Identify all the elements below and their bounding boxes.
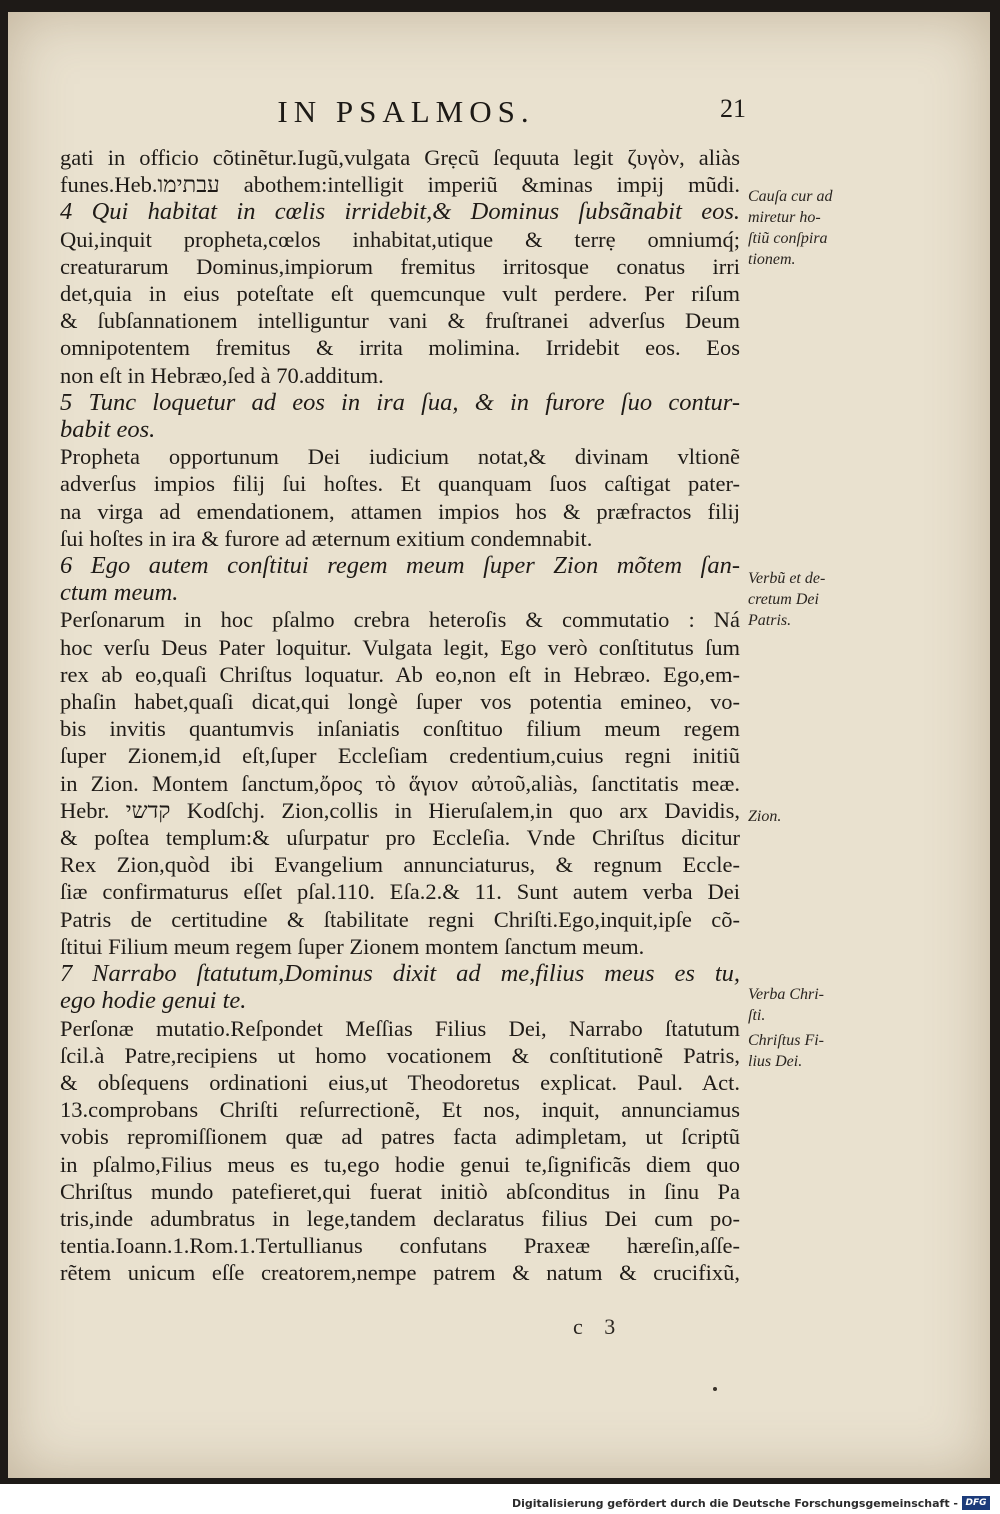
- margin-note-line: ſtiũ conſpira: [748, 230, 828, 247]
- margin-note-line: lius Dei.: [748, 1053, 803, 1070]
- margin-note-line: Verba Chri-: [748, 986, 824, 1003]
- text-line: rex ab eo,quaſi Chriſtus loquatur. Ab eo,non eſt in Hebræo. Ego,em-: [60, 661, 740, 687]
- text-line: 13.comprobans Chriſti reſurrectionẽ, Et nos, inquit, annunciamus: [60, 1097, 740, 1123]
- page-number: 21: [720, 94, 746, 123]
- margin-note-line: Patris.: [748, 612, 792, 629]
- verse-line: 4 Qui habitat in cœlis irridebit,& Dominus ſubsãnabit eos.: [60, 198, 740, 226]
- verse-line: ctum meum.: [60, 579, 179, 607]
- text-line: non eſt in Hebræo,ſed à 70.additum.: [60, 362, 384, 388]
- verse-line: 7 Narrabo ſtatutum,Dominus dixit ad me,filius meus es tu,: [60, 960, 740, 988]
- text-line: bis invitis quantumvis inſaniatis conſtituo filium meum regem: [60, 716, 740, 742]
- main-text: [60, 144, 740, 1287]
- text-line: gati in officio cõtinẽtur.Iugũ,vulgata Grẹcũ ſequuta legit ζυγὸν, aliàs: [60, 145, 740, 170]
- text-line: Propheta opportunum Dei iudicium notat,& divinam vltionẽ: [60, 444, 740, 470]
- margin-note-line: Zion.: [748, 808, 782, 825]
- verse-line: babit eos.: [60, 416, 156, 444]
- margin-note-line: Chriſtus Fi-: [748, 1032, 825, 1049]
- dfg-logo-icon: DFG: [962, 1496, 990, 1510]
- text-line: Patris de certitudine & ſtabilitate regni Chriſti.Ego,inquit,ipſe cõ-: [60, 906, 740, 932]
- text-line: Perſonæ mutatio.Reſpondet Meſſias Filius Dei, Narrabo ſtatutum: [60, 1015, 740, 1041]
- running-head: IN PSALMOS.: [277, 94, 535, 129]
- text-line: & ſubſannationem intelliguntur vani & fruſtranei adverſus Deum: [60, 308, 740, 334]
- text-line: in pſalmo,Filius meus es tu,ego hodie genui te,ſignificãs diem quo: [60, 1151, 740, 1177]
- text-line: omnipotentem fremitus & irrita molimina. Irridebit eos. Eos: [60, 335, 740, 361]
- text-line: Rex Zion,quòd ibi Evangelium annunciaturus, & regnum Eccle-: [60, 852, 740, 878]
- verse-line: 5 Tunc loquetur ad eos in ira ſua, & in furore ſuo contur-: [60, 388, 740, 416]
- margin-note-line: ſti.: [748, 1007, 766, 1024]
- footer-credit: Digitalisierung gefördert durch die Deutsche Forschungsgemeinschaft -: [511, 1497, 958, 1510]
- text-line: det,quia in eius poteſtate eſt quemcunque vult perdere. Per riſum: [60, 281, 740, 307]
- text-line: vobis repromiſſionem quæ ad patres facta adimpletam, ut ſcriptũ: [60, 1124, 740, 1150]
- margin-note-line: Verbũ et de-: [748, 570, 826, 587]
- signature-mark: c 3: [573, 1314, 624, 1339]
- text-line: ſui hoſtes in ira & furore ad æternum exitium condemnabit.: [60, 525, 593, 551]
- margin-note-verba-christi: [748, 984, 868, 1026]
- margin-note-line: tionem.: [748, 251, 796, 268]
- margin-note-verbum: [748, 568, 868, 631]
- text-line: in Zion. Montem ſanctum,ὄρος τὸ ἅγιον αὐτοῦ,aliàs, ſanctitatis meæ.: [60, 770, 740, 796]
- text-line: Qui,inquit propheta,cœlos inhabitat,utique & terrẹ omniumq́;: [60, 226, 740, 252]
- text-line: ſiæ confirmaturus eſſet pſal.110. Eſa.2.& 11. Sunt autem verba Dei: [60, 879, 740, 905]
- text-line: na virga ad emendationem, attamen impios hos & præfractos filij: [60, 498, 740, 524]
- text-line: tentia.Ioann.1.Rom.1.Tertullianus confutans Praxeæ hæreſin,aſſe-: [60, 1233, 740, 1259]
- margin-note-causa: [748, 186, 868, 270]
- page-header: [8, 94, 990, 134]
- text-line: Hebr. קדשי Kodſchj. Zion,collis in Hieruſalem,in quo arx Davidis,: [60, 797, 740, 823]
- text-line: ſuper Zionem,id eſt,ſuper Eccleſiam credentium,cuius regni initiũ: [60, 743, 740, 769]
- text-line: & obſequens ordinationi eius,ut Theodoretus explicat. Paul. Act.: [60, 1069, 740, 1095]
- margin-note-line: Cauſa cur ad: [748, 188, 833, 205]
- margin-note-line: cretum Dei: [748, 591, 819, 608]
- digitization-footer: [0, 1492, 1000, 1514]
- text-line: rẽtem unicum eſſe creatorem,nempe patrem & natum & crucifixũ,: [60, 1260, 740, 1286]
- verse-line: ego hodie genui te.: [60, 987, 247, 1015]
- ink-speck: [713, 1387, 717, 1391]
- text-line: adverſus impios filij ſui hoſtes. Et quanquam ſuos caſtigat pater-: [60, 471, 740, 497]
- book-page: [8, 12, 990, 1478]
- text-line: tris,inde adumbratus in lege,tandem declaratus filius Dei cum po-: [60, 1205, 740, 1231]
- verse-line: 6 Ego autem conſtitui regem meum ſuper Zion mõtem ſan-: [60, 552, 740, 580]
- text-line: Perſonarum in hoc pſalmo crebra heteroſis & commutatio : Ná: [60, 607, 740, 633]
- text-line: Chriſtus mundo patefieret,qui fuerat initiò abſconditus in ſinu Pa: [60, 1178, 740, 1204]
- text-line: ſcil.à Patre,recipiens ut homo vocationem & conſtitutionẽ Patris,: [60, 1042, 740, 1068]
- text-line: phaſin habet,quaſi dicat,qui longè ſuper vos potentia emineo, vo-: [60, 689, 740, 715]
- text-line: funes.Heb.עבתימו abothem:intelligit imperiũ &minas impij mũdi.: [60, 172, 740, 198]
- text-line: creaturarum Dominus,impiorum fremitus irritosque conatus irri: [60, 253, 740, 279]
- text-line: hoc verſu Deus Pater loquitur. Vulgata legit, Ego verò conſtitutus ſum: [60, 634, 740, 660]
- margin-note-line: miretur ho-: [748, 209, 821, 226]
- margin-note-zion: [748, 806, 868, 827]
- text-line: ſtitui Filium meum regem ſuper Zionem montem ſanctum meum.: [60, 933, 645, 959]
- text-line: & poſtea templum:& uſurpatur pro Eccleſia. Vnde Chriſtus dicitur: [60, 825, 740, 851]
- margin-note-christus-filius: [748, 1030, 868, 1072]
